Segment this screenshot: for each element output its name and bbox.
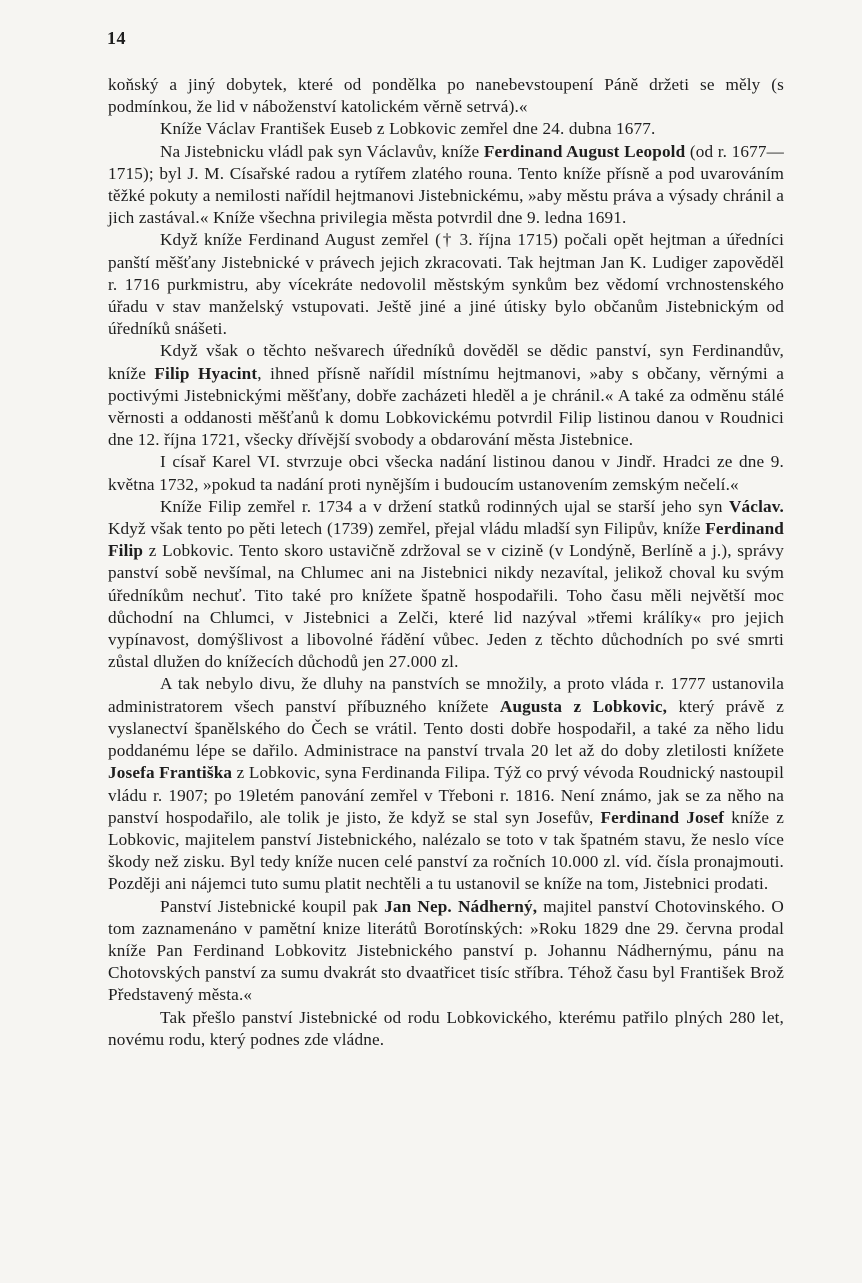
bold-name: Josefa Františka [108,763,233,783]
text-run: Na Jistebnicku vládl pak syn Václavův, kníže [160,141,484,161]
paragraph [108,141,784,230]
paragraph [108,1007,784,1051]
text-run: A tak nebylo divu, že dluhy na panstvích se množily, a proto vláda r. 1777 ustanovila administratorem všech panství příbuzného knížete [108,674,784,716]
paragraph [108,229,784,340]
text-run: , ihned přísně nařídil místnímu hejtmanovi, »aby s občany, věrnými a poctivými Jistebnickými měšťany, dobře zacházeti hleděl a je chránil.« A také za odměnu stálé věrnosti a oddanosti měšťanů k domu Lobkovickému potvrdil Filip listinou danou v Roudnici dne 12. října 1721, všecky dřívější svobody a obdarování města Jistebnice. [108,363,784,450]
text-run: Tak přešlo panství Jistebnické od rodu Lobkovického, kterému patřilo plných 280 let, novému rodu, který podnes zde vládne. [108,1007,784,1049]
body-text [108,74,784,1051]
text-run: Kníže Filip zemřel r. 1734 a v držení statků rodinných ujal se starší jeho syn [160,496,729,516]
text-run: z Lobkovic, syna Ferdinanda Filipa. Týž co prvý vévoda Roudnický nastoupil vládu r. 1907; po 19letém panování zemřel v Třeboni r. 1816. Není známo, jak se za něho na panství hospodařilo, ale tolik je jisto, že když se stal syn Josefův, [108,763,784,827]
text-run: Když však tento po pěti letech (1739) zemřel, přejal vládu mladší syn Filipův, kníže [108,519,706,539]
text-run: Panství Jistebnické koupil pak [160,896,385,916]
bold-name: Jan Nep. Nádherný, [384,896,538,916]
text-run: koňský a jiný dobytek, které od pondělka po nanebevstoupení Páně držeti se měly (s podmínkou, že lid v náboženství katolickém věrně setrvá).« [108,75,784,117]
bold-name: Ferdinand Josef [600,807,725,827]
bold-name: Ferdinand Filip [108,519,784,561]
bold-name: Ferdinand August Leopold [483,141,686,161]
paragraph [108,896,784,1007]
bold-name: Filip Hyacint [154,363,258,383]
paragraph [108,451,784,495]
text-run: který právě z vyslanectví španělského do Čech se vrátil. Tento dosti dobře hospodařil, a také za něho lidu poddanému lépe se dařilo. Administrace na panství trvala 20 let až do doby zletilosti knížete [108,696,784,761]
paragraph [108,74,784,118]
text-run: Kníže Václav František Euseb z Lobkovic zemřel dne 24. dubna 1677. [160,119,656,139]
bold-name: Václav. [729,496,784,516]
text-run: (od r. 1677—1715); byl J. M. Císařské radou a rytířem zlatého rouna. Tento kníže přísně a pod uvarováním těžké pokuty a nemilosti nařídil hejtmanovi Jistebnickému, »aby městu práva a výsady chránil a jich zastával.« Kníže všechna privilegia města potvrdil dne 9. ledna 1691. [108,141,784,228]
text-run: kníže z Lobkovic, majitelem panství Jistebnického, nalézalo se toto v tak špatném stavu, že neslo více škody než zisku. Byl tedy kníže nucen celé panství za ročních 10.000 zl. víd. čísla pronajmouti. Později ani nájemci tuto sumu platit nechtěli a tu ustanovil se kníže na tom, Jistebnici prodati. [108,807,784,894]
paragraph [108,340,784,451]
paragraph [108,496,784,674]
paragraph [108,118,784,140]
text-run: Když však o těchto nešvarech úředníků dověděl se dědic panství, syn Ferdinandův, kníže [108,341,784,383]
text-run: Když kníže Ferdinand August zemřel († 3. října 1715) počali opět hejtman a úředníci panští měšťany Jistebnické v právech jejich zkracovati. Tak hejtman Jan K. Ludiger zapověděl r. 1716 purkmistru, aby vícekráte nedovolil městským synkům bez vědomí vrchnostenského úřadu v stav manželský vstupovati. Ještě jiné a jiné útisky bylo občanům Jistebnickým od úředníků snášeti. [108,230,784,339]
text-run: majitel panství Chotovinského. O tom zaznamenáno v pamětní knize literátů Borotínských: »Roku 1829 dne 29. června prodal kníže Pan Ferdinand Lobkovitz Jistebnického panství p. Johannu Nádhernýmu, pánu na Chotovských panství za sumu dvakrát sto dvaatřicet tisíc stříbra. Téhož času byl František Brož Představený města.« [108,896,784,1005]
paragraph [108,673,784,895]
text-run: I císař Karel VI. stvrzuje obci všecka nadání listinou danou v Jindř. Hradci ze dne 9. května 1732, »pokud ta nadání proti nynějším i budoucím ustanovením zemským nečelí.« [108,452,784,494]
page-number: 14 [107,28,126,48]
bold-name: Augusta z Lobkovic, [499,696,668,716]
text-run: z Lobkovic. Tento skoro ustavičně zdržoval se v cizině (v Londýně, Berlíně a j.), správy panství sobě nevšímal, na Chlumec ani na Jistebnici nikdy nezavítal, jelikož choval ku svým úředníkům nechuť. Tito také pro knížete špatně hospodařili. Toho času měli největší moc důchodní na Chlumci, v Jistebnici a Zelči, které lid nazýval »třemi králíky« pro jejich vypínavost, domýšlivost a libovolné řádění vůbec. Jeden z těchto důchodních po své smrti zůstal dlužen do knížecích důchodů jen 27.000 zl. [108,541,784,672]
